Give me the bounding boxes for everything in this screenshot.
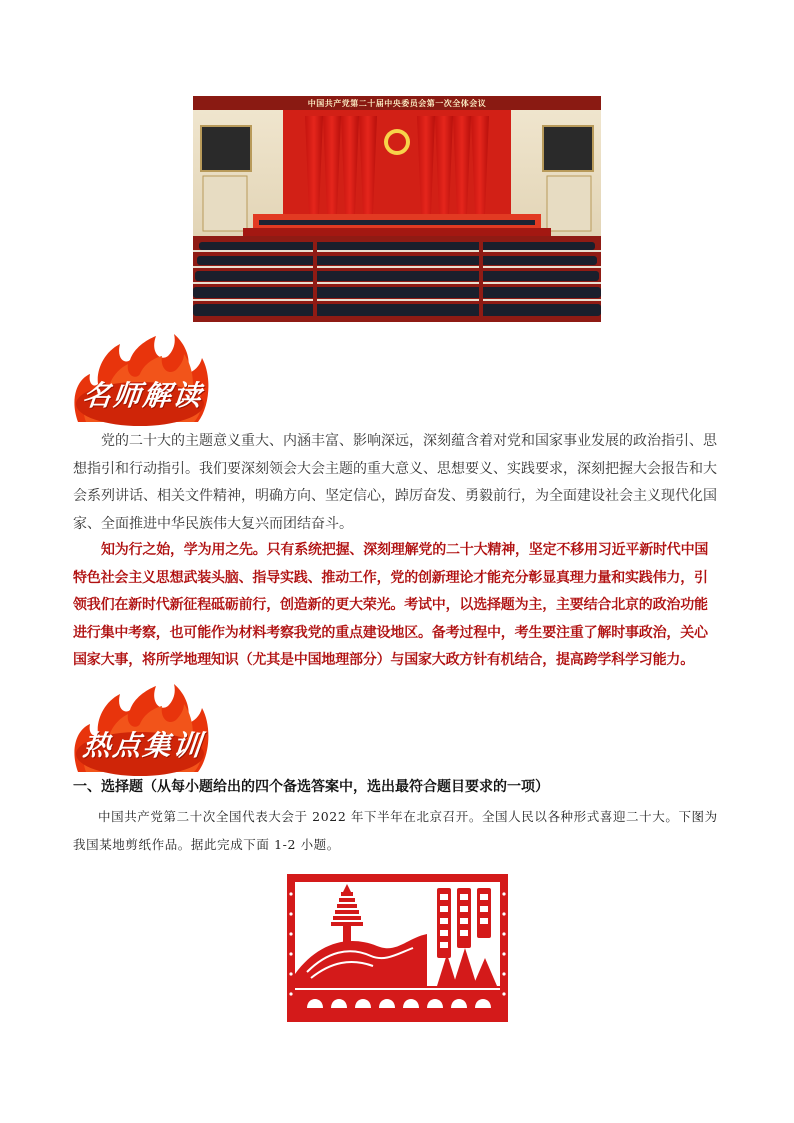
question-intro-text: 中国共产党第二十次全国代表大会于 2022 年下半年在北京召开。全国人民以各种形式喜迎二十大。下图为我国某地剪纸作品。据此完成下面 1-2 小题。 (73, 809, 718, 852)
plenary-hall-illustration (193, 96, 601, 322)
papercut-illustration (287, 874, 508, 1022)
plenary-session-photo (193, 96, 601, 322)
multiple-choice-section-title: 一、选择题（从每小题给出的四个备选答案中，选出最符合题目要求的一项） (73, 779, 549, 795)
heading-text: 名师解读 (81, 379, 205, 412)
papercut-artwork (287, 874, 508, 1022)
section-heading-hot-topics (70, 680, 212, 778)
interpretation-paragraph: 党的二十大的主题意义重大、内涵丰富、影响深远，深刻蕴含着对党和国家事业发展的政治指引、思想指引和行动指引。我们要深刻领会大会主题的重大意义、思想要义、实践要求，深刻把握大会报告和大会系列讲话、相关文件精神，明确方向、坚定信心，踔厉奋发、勇毅前行，为全面建设社会主义现代化国家、全面推进中华民族伟大复兴而团结奋斗。 (73, 433, 717, 532)
heading-text: 热点集训 (81, 729, 205, 762)
guidance-paragraph: 知为行之始，学为用之先。只有系统把握、深刻理解党的二十大精神，坚定不移用习近平新时代中国特色社会主义思想武装头脑、指导实践、推动工作，党的创新理论才能充分彰显真理力量和实践伟力，引领我们在新时代新征程砥砺前行，创造新的更大荣光。考试中，以选择题为主，主要结合北京的政治功能进行集中考察，也可能作为材料考察我党的重点建设地区。备考过程中，考生要注重了解时事政治，关心国家大事，将所学地理知识（尤其是中国地理部分）与国家大政方针有机结合，提高跨学科学习能力。 (73, 542, 709, 668)
photo-banner-text: 中国共产党第二十届中央委员会第一次全体会议 (307, 99, 487, 108)
section-heading-interpretation (70, 330, 212, 428)
